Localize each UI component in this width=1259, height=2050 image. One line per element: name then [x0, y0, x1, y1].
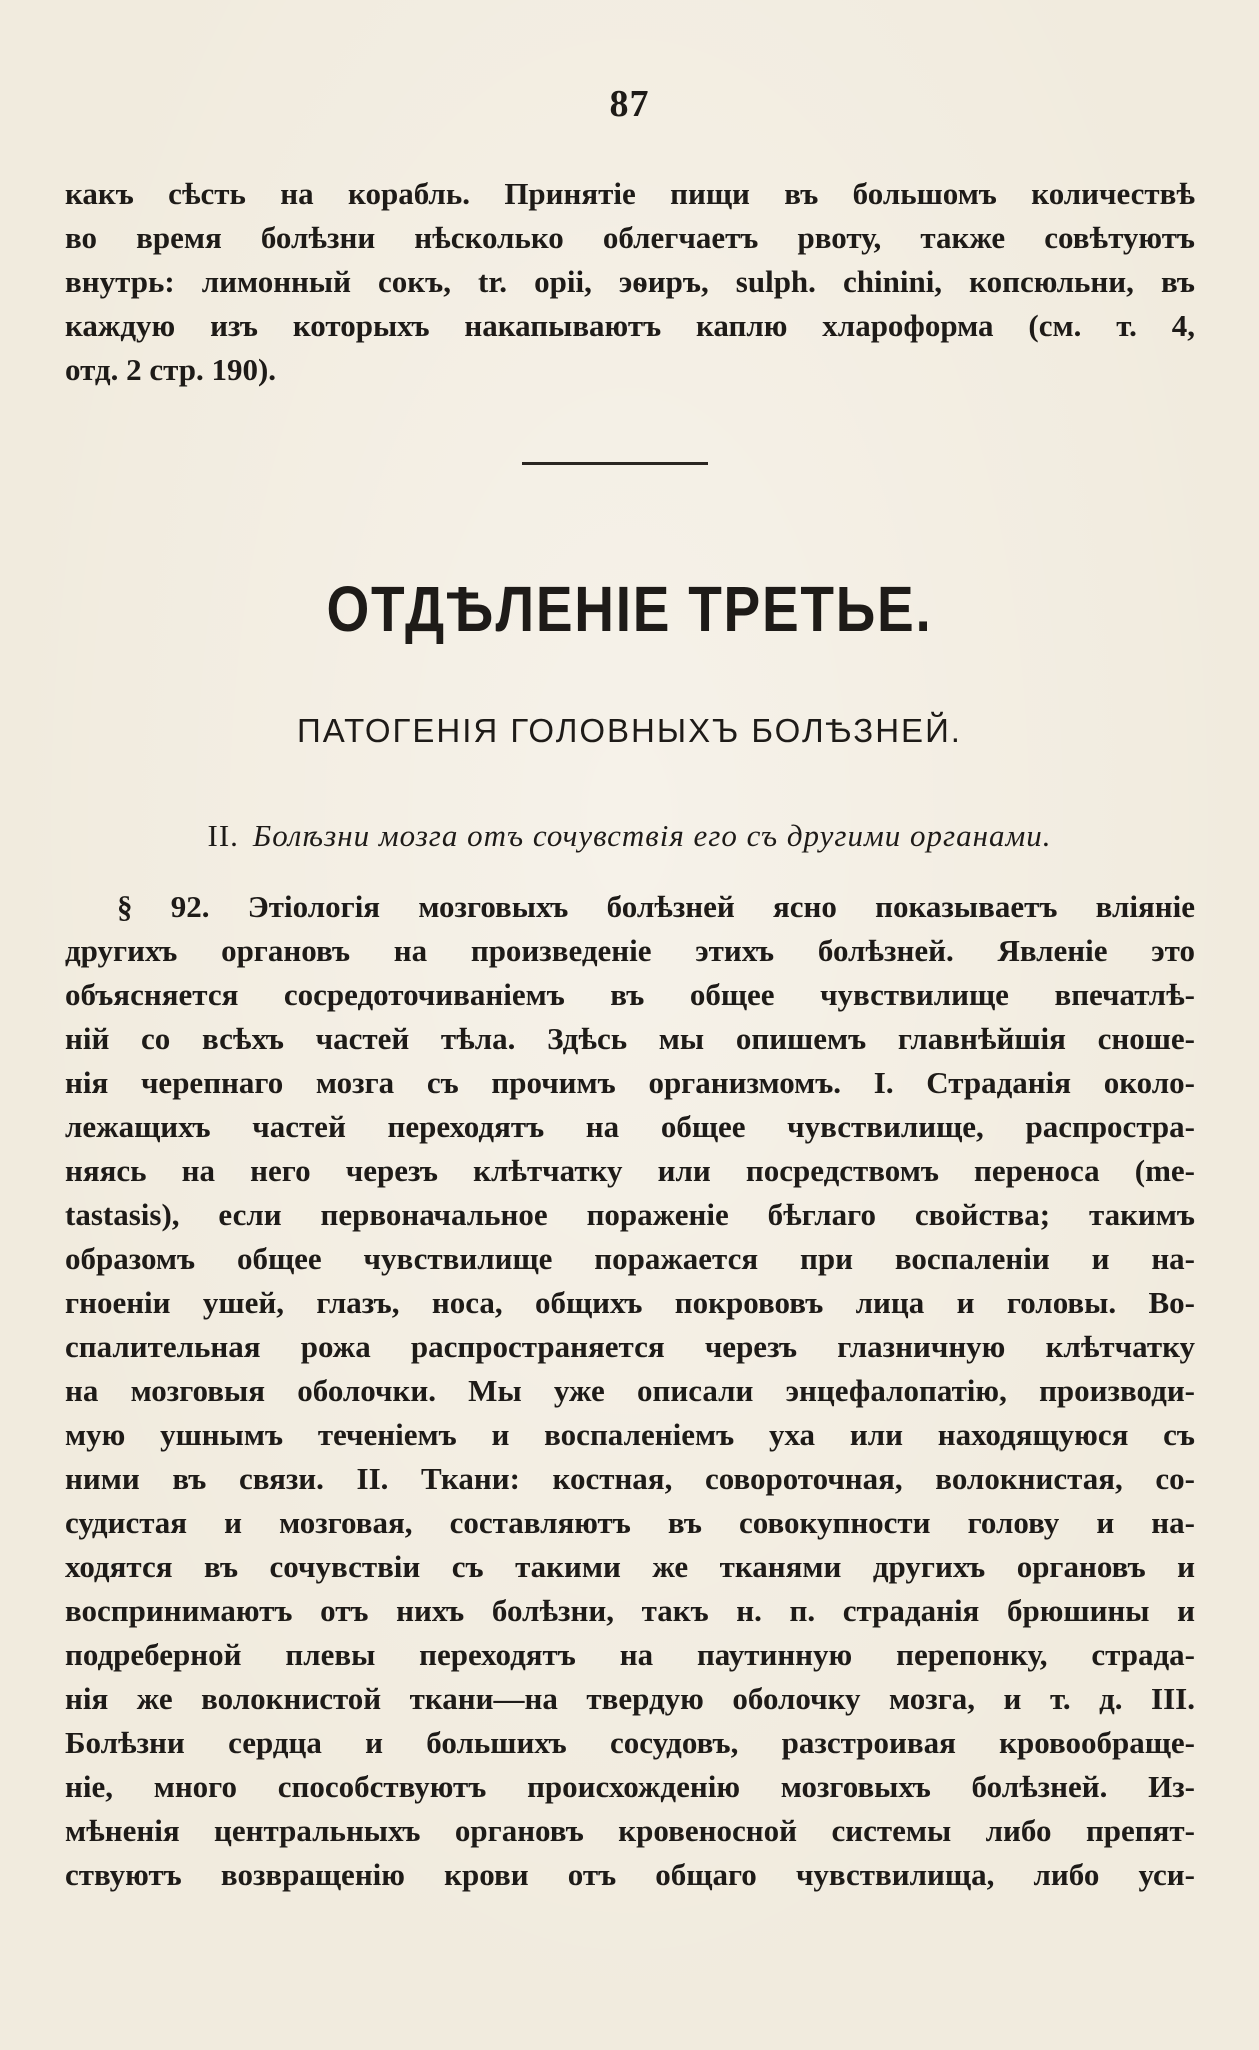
intro-line: какъ сѣсть на корабль. Принятіе пищи въ большомъ количествѣ	[65, 176, 1195, 211]
intro-line: каждую изъ которыхъ накапываютъ каплю хлароформа (см. т. 4,	[65, 308, 1195, 343]
body-line: няясь на него черезъ клѣтчатку или посредствомъ переноса (me-	[65, 1153, 1195, 1188]
body-line: ними въ связи. II. Ткани: костная, совороточная, волокнистая, со-	[65, 1461, 1195, 1496]
body-line: подреберной плевы переходятъ на паутинную перепонку, страда-	[65, 1637, 1195, 1672]
body-line: судистая и мозговая, составляютъ въ совокупности голову и на-	[65, 1505, 1195, 1540]
body-line: § 92. Этіологія мозговыхъ болѣзней ясно показываетъ вліяніе	[117, 889, 1195, 924]
body-line: гноеніи ушей, глазъ, носа, общихъ покрововъ лица и головы. Во-	[65, 1285, 1195, 1320]
body-line: образомъ общее чувствилище поражается при воспаленіи и на-	[65, 1241, 1195, 1276]
body-line: спалительная рожа распространяется черезъ глазничную клѣтчатку	[65, 1329, 1195, 1364]
body-line: лежащихъ частей переходятъ на общее чувствилище, распростра-	[65, 1109, 1195, 1144]
intro-paragraph	[65, 172, 1195, 392]
body-line: мую ушнымъ теченіемъ и воспаленіемъ уха или находящуюся съ	[65, 1417, 1195, 1452]
subsection-number: II.	[207, 818, 239, 853]
section-subtitle: ПАТОГЕНІЯ ГОЛОВНЫХЪ БОЛѢЗНЕЙ.	[297, 712, 962, 749]
subsection-title: Болѣзни мозга отъ сочувствія его съ другими органами.	[252, 818, 1052, 853]
page-number: 87	[609, 83, 650, 125]
body-line: другихъ органовъ на произведеніе этихъ болѣзней. Явленіе это	[65, 933, 1195, 968]
body-line: мѣненія центральныхъ органовъ кровеносной системы либо препят-	[65, 1813, 1195, 1848]
intro-line: отд. 2 стр. 190).	[65, 352, 277, 387]
body-paragraph	[65, 885, 1195, 1897]
intro-line: во время болѣзни нѣсколько облегчаетъ рвоту, также совѣтуютъ	[65, 220, 1195, 255]
body-line: ніе, много способствуютъ происхожденію мозговыхъ болѣзней. Из-	[65, 1769, 1195, 1804]
body-line: ній со всѣхъ частей тѣла. Здѣсь мы опишемъ главнѣйшія сноше-	[65, 1021, 1195, 1056]
subsection-heading	[0, 818, 1259, 854]
body-line: ходятся въ сочувствіи съ такими же тканями другихъ органовъ и	[65, 1549, 1195, 1584]
body-line: tastasis), если первоначальное пораженіе бѣглаго свойства; такимъ	[65, 1197, 1195, 1232]
body-line: воспринимаютъ отъ нихъ болѣзни, такъ н. п. страданія брюшины и	[65, 1593, 1195, 1628]
section-divider	[522, 462, 708, 465]
body-line: на мозговыя оболочки. Мы уже описали энцефалопатію, производи-	[65, 1373, 1195, 1408]
intro-line: внутрь: лимонный сокъ, tr. opii, эѳиръ, sulph. chinini, копсюльни, въ	[65, 264, 1195, 299]
section-title: ОТДѢЛЕНІЕ ТРЕТЬЕ.	[326, 573, 933, 645]
body-line: нія черепнаго мозга съ прочимъ организмомъ. I. Страданія около-	[65, 1065, 1195, 1100]
body-line: нія же волокнистой ткани—на твердую оболочку мозга, и т. д. III.	[65, 1681, 1195, 1716]
body-line: Болѣзни сердца и большихъ сосудовъ, разстроивая кровообраще-	[65, 1725, 1195, 1760]
body-line: объясняется сосредоточиваніемъ въ общее чувствилище впечатлѣ-	[65, 977, 1195, 1012]
body-line: ствуютъ возвращенію крови отъ общаго чувствилища, либо уси-	[65, 1857, 1195, 1892]
